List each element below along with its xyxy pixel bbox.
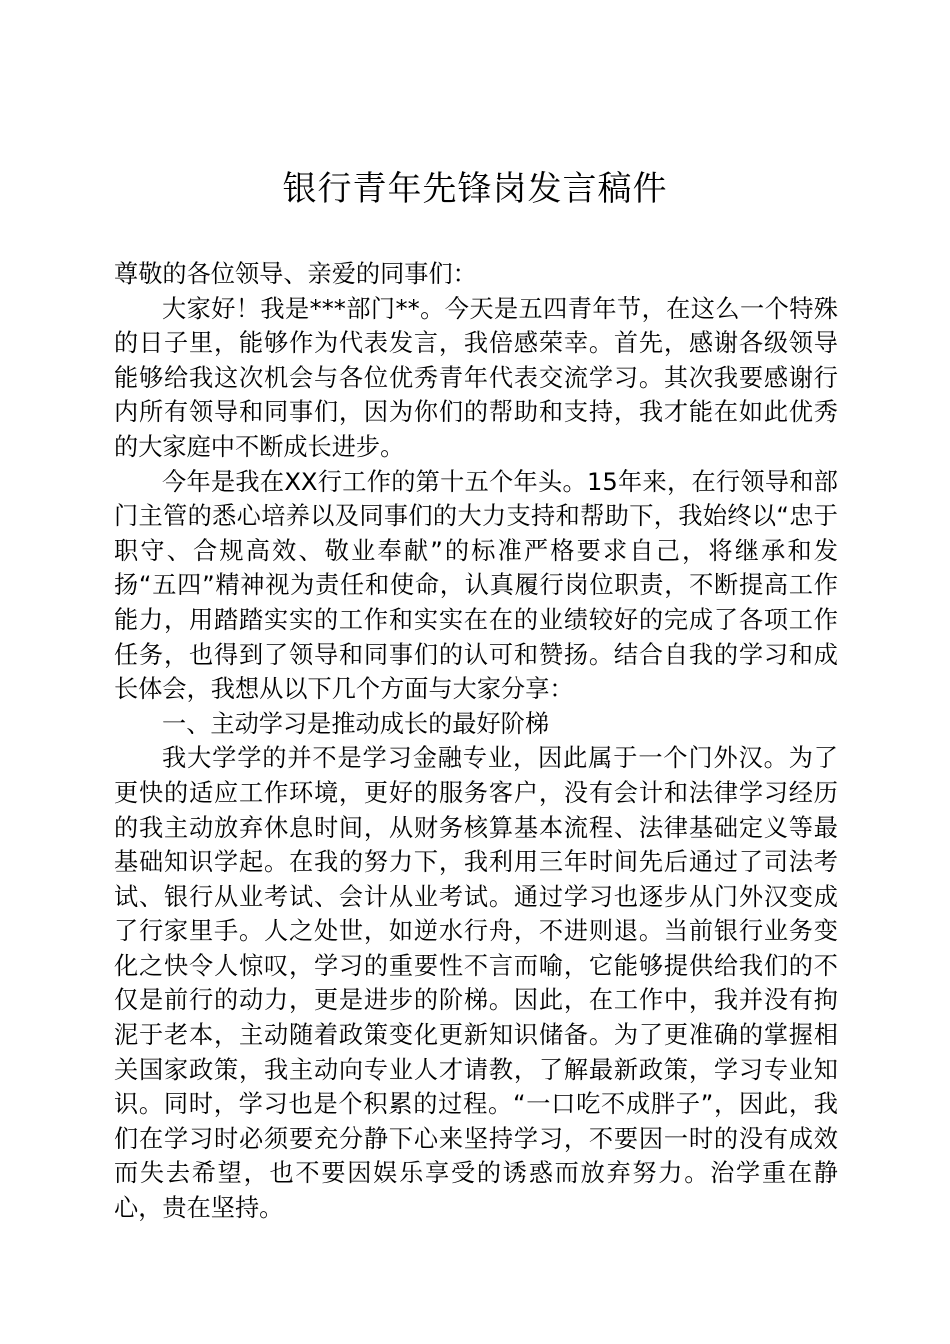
paragraph-greeting: 大家好！我是***部门**。今天是五四青年节，在这么一个特殊的日子里，能够作为代表发言，我倍感荣幸。首先，感谢各级领导能够给我这次机会与各位优秀青年代表交流学习。其次我要感谢行内所有领导和同事们，因为你们的帮助和支持，我才能在如此优秀的大家庭中不断成长进步。	[114, 294, 838, 461]
section-heading: 一、主动学习是推动成长的最好阶梯	[162, 709, 550, 738]
document-title: 银行青年先锋岗发言稿件	[282, 169, 668, 209]
paragraph-career: 今年是我在XX行工作的第十五个年头。15年来，在行领导和部门主管的悉心培养以及同事们的大力支持和帮助下，我始终以“忠于职守、合规高效、敬业奉献”的标准严格要求自己，将继承和发扬“五四”精神视为责任和使命，认真履行岗位职责，不断提高工作能力，用踏踏实实的工作和实实在在的业绩较好的完成了各项工作任务，也得到了领导和同事们的认可和赞扬。结合自我的学习和成长体会，我想从以下几个方面与大家分享：	[114, 467, 838, 704]
paragraph-learning: 我大学学的并不是学习金融专业，因此属于一个门外汉。为了更快的适应工作环境，更好的服务客户，没有会计和法律学习经历的我主动放弃休息时间，从财务核算基本流程、法律基础定义等最基础知识学起。在我的努力下，我利用三年时间先后通过了司法考试、银行从业考试、会计从业考试。通过学习也逐步从门外汉变成了行家里手。人之处世，如逆水行舟，不进则退。当前银行业务变化之快令人惊叹，学习的重要性不言而喻，它能够提供给我们的不仅是前行的动力，更是进步的阶梯。因此，在工作中，我并没有拘泥于老本，主动随着政策变化更新知识储备。为了更准确的掌握相关国家政策，我主动向专业人才请教，了解最新政策，学习专业知识。同时，学习也是个积累的过程。“一口吃不成胖子”，因此，我们在学习时必须要充分静下心来坚持学习，不要因一时的没有成效而失去希望，也不要因娱乐享受的诱惑而放弃努力。治学重在静心，贵在坚持。	[114, 744, 838, 1223]
salutation: 尊敬的各位领导、亲爱的同事们：	[114, 260, 477, 288]
document-body	[114, 257, 838, 1226]
